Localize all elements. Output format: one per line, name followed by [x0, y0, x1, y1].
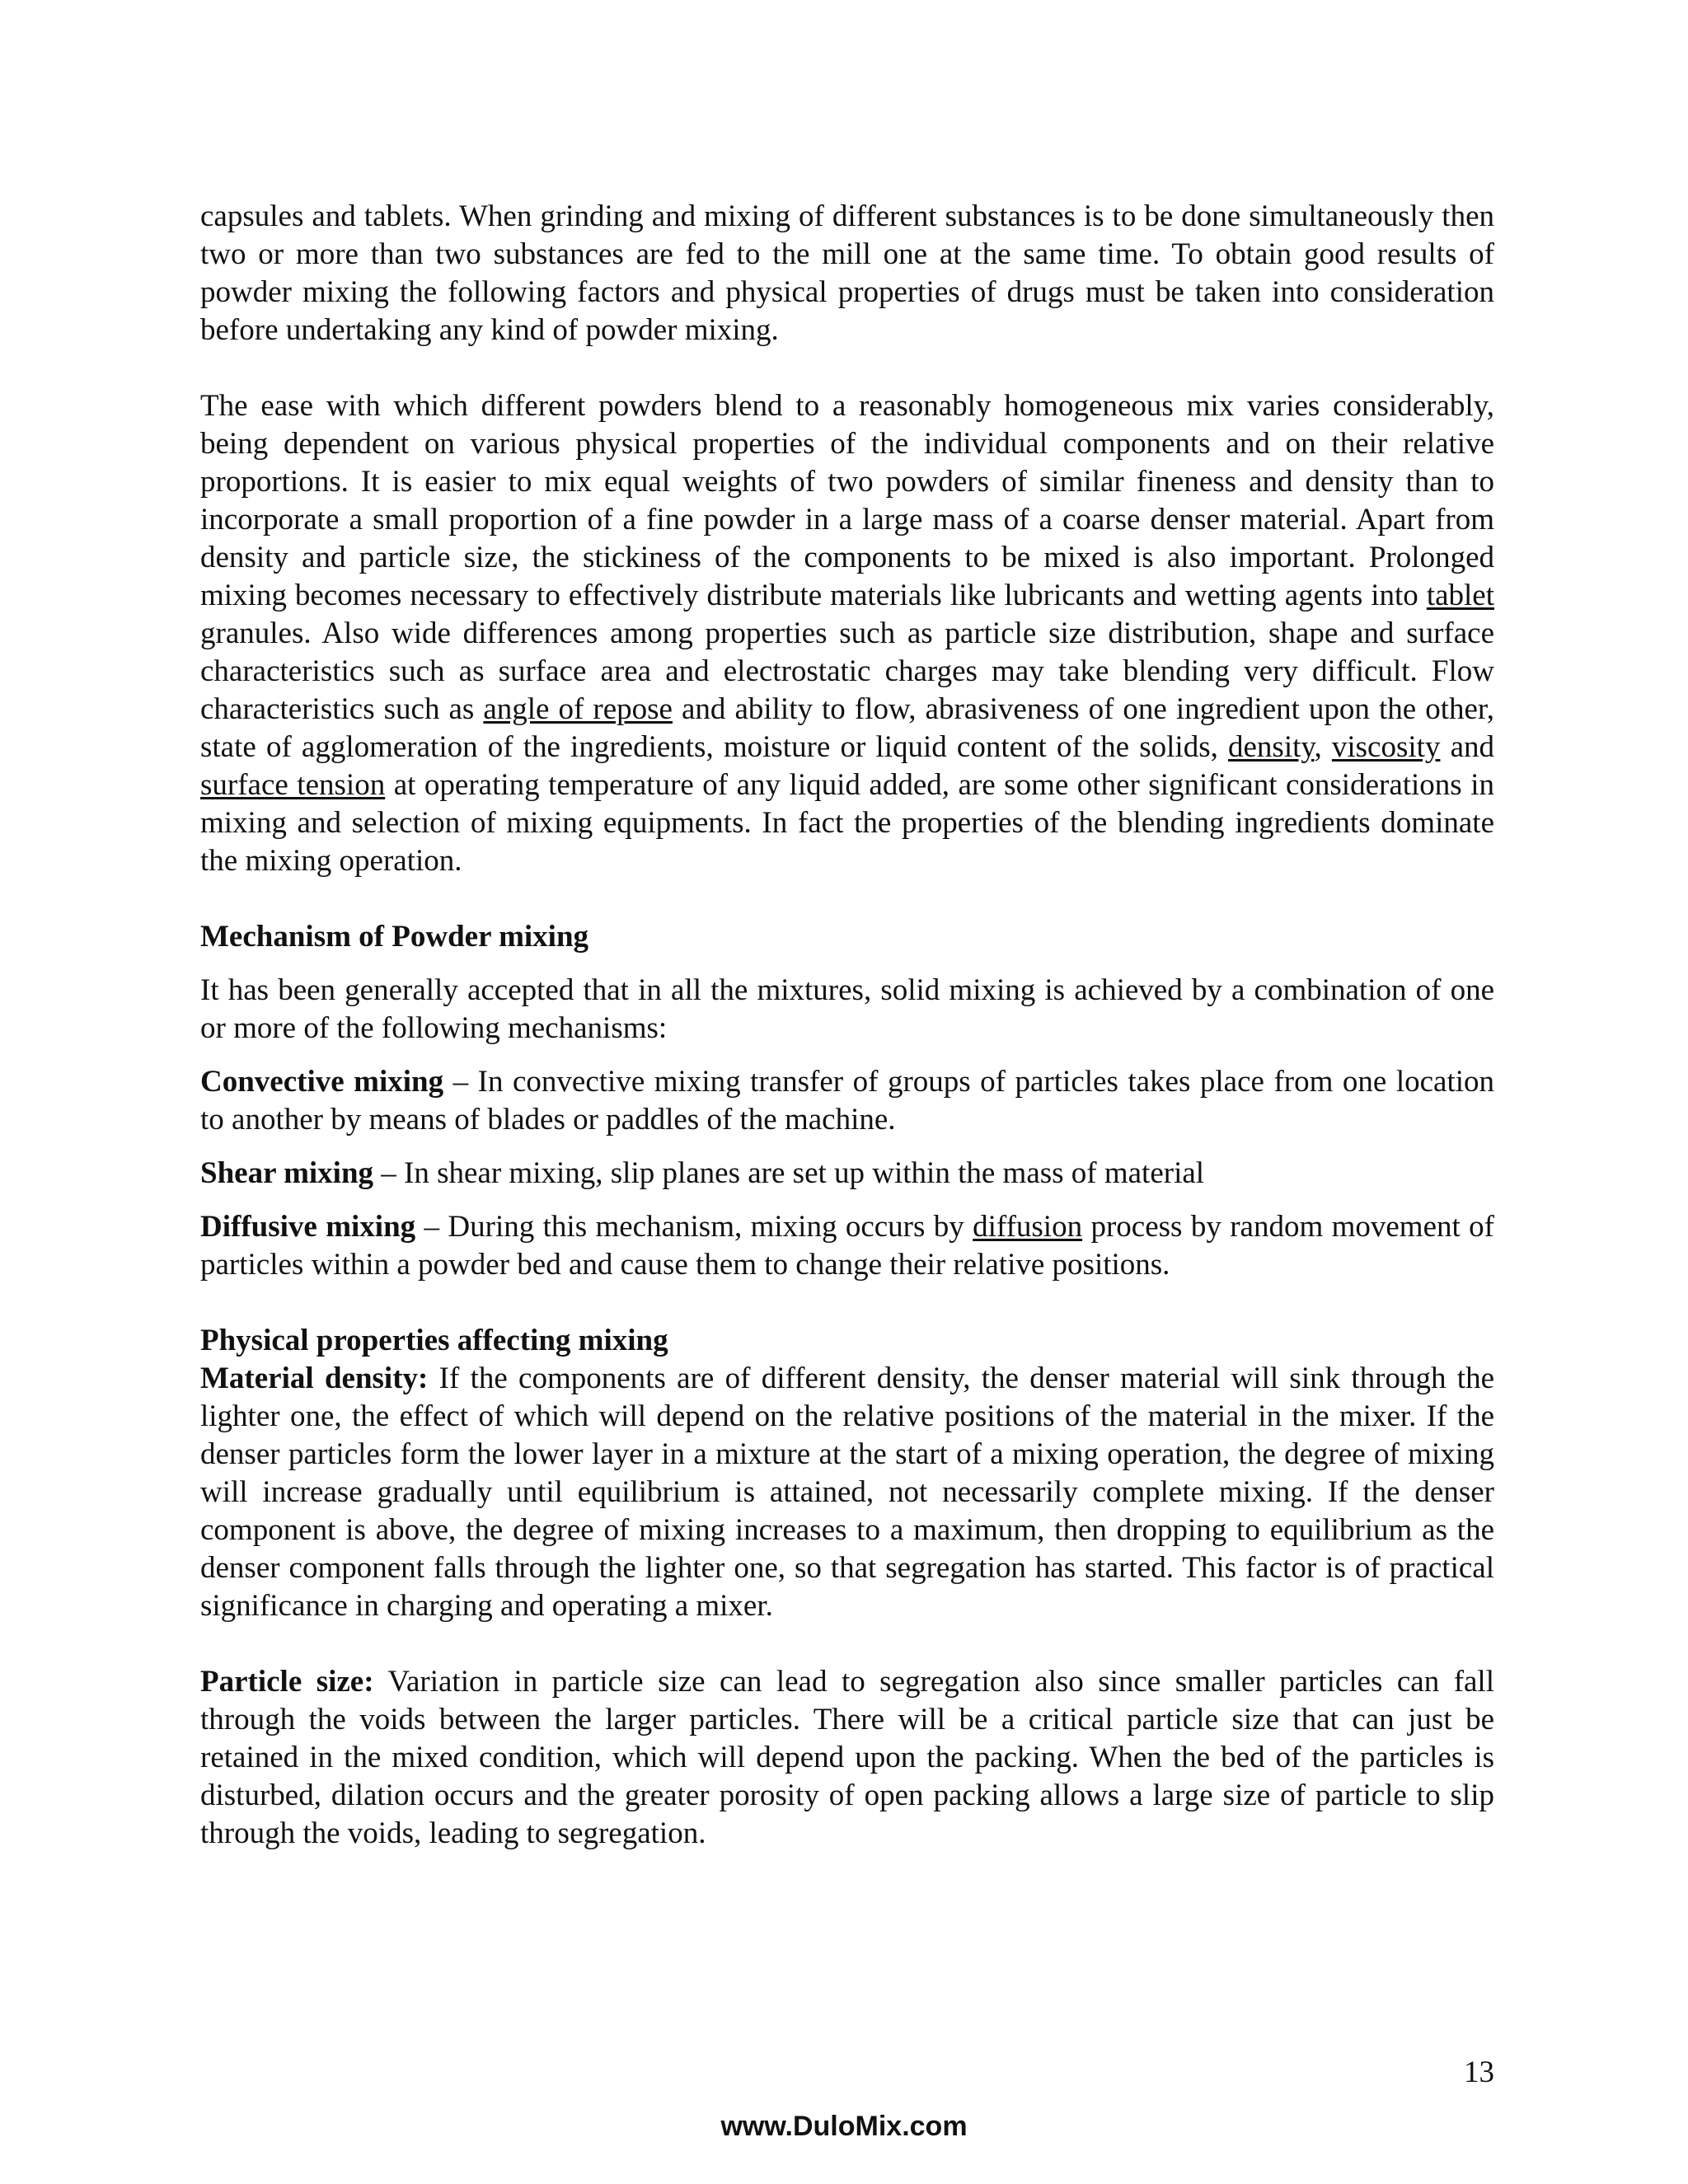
- page-number: 13: [1464, 2055, 1494, 2089]
- viscosity-link[interactable]: viscosity: [1331, 730, 1441, 764]
- tablet-link[interactable]: tablet: [1426, 579, 1494, 612]
- particle-size-term: Particle size:: [200, 1665, 374, 1699]
- particle-size-text: Variation in particle size can lead to segregation also since smaller particles can fall through the voids between the larger particles. There will be a critical particle size that can just be retained in the mixed condition, which will depend upon the packing. When the bed of the particles is disturbed, dilation occurs and the greater porosity of open packing allows a large size of particle to slip through the voids, leading to segregation.: [200, 1665, 1494, 1850]
- diffusive-mixing-term: Diffusive mixing: [200, 1210, 416, 1244]
- document-body: [200, 198, 1494, 1853]
- material-density-paragraph: [200, 1360, 1494, 1625]
- diffusive-mixing-text-1: – During this mechanism, mixing occurs by: [415, 1210, 973, 1244]
- intro-paragraph: capsules and tablets. When grinding and mixing of different substances is to be done simultaneously then two or more than two substances are fed to the mill one at the same time. To obtain good results of powder mixing the following factors and physical properties of drugs must be taken into consideration before undertaking any kind of powder mixing.: [200, 199, 1494, 347]
- convective-mixing-text: – In convective mixing transfer of groups of particles takes place from one location to another by means of blades or paddles of the machine.: [200, 1065, 1495, 1137]
- convective-mixing-term: Convective mixing: [200, 1065, 444, 1099]
- blend-text-4: at operating temperature of any liquid added, are some other significant considerations in mixing and selection of mixing equipments. In fact the properties of the blending ingredients dominate the mixing operation.: [200, 768, 1494, 878]
- shear-mixing-term: Shear mixing: [200, 1156, 374, 1190]
- diffusive-mixing-paragraph: [200, 1208, 1494, 1284]
- physical-properties-heading: Physical properties affecting mixing: [200, 1324, 668, 1357]
- blend-separator-2: and: [1440, 730, 1494, 764]
- material-density-term: Material density:: [200, 1361, 429, 1395]
- shear-mixing-paragraph: [200, 1155, 1494, 1193]
- surface-tension-link[interactable]: surface tension: [200, 768, 386, 802]
- diffusion-link[interactable]: diffusion: [973, 1210, 1083, 1244]
- particle-size-paragraph: [200, 1663, 1494, 1853]
- blend-separator-1: ,: [1314, 730, 1332, 764]
- footer-url[interactable]: www.DuloMix.com: [720, 2111, 968, 2142]
- blend-paragraph: [200, 387, 1494, 880]
- density-link[interactable]: density: [1228, 730, 1315, 764]
- material-density-text: If the components are of different density, the denser material will sink through the lighter one, the effect of which will depend on the relative positions of the material in the mixer. If the denser particles form the lower layer in a mixture at the start of a mixing operation, the degree of mixing will increase gradually until equilibrium is attained, not necessarily complete mixing. If the denser component is above, the degree of mixing increases to a maximum, then dropping to equilibrium as the denser component falls through the lighter one, so that segregation has started. This factor is of practical significance in charging and operating a mixer.: [200, 1361, 1494, 1623]
- shear-mixing-text: – In shear mixing, slip planes are set up within the mass of material: [373, 1156, 1205, 1190]
- blend-text-2: granules. Also wide differences among properties such as particle size distribution, shape and surface characteristics such as surface area and electrostatic charges may take blending very difficult. Flow characteristics such as: [200, 616, 1494, 726]
- blend-text-3: and ability to flow, abrasiveness of one ingredient upon the other, state of agglomeration of the ingredients, moisture or liquid content of the solids,: [200, 692, 1494, 764]
- mechanism-heading: Mechanism of Powder mixing: [200, 920, 589, 954]
- angle-of-repose-link[interactable]: angle of repose: [483, 692, 673, 726]
- mechanism-intro: It has been generally accepted that in all the mixtures, solid mixing is achieved by a combination of one or more of the following mechanisms:: [200, 973, 1494, 1045]
- diffusive-mixing-text-2: process by random movement of particles within a powder bed and cause them to change their relative positions.: [200, 1210, 1494, 1282]
- blend-text-1: The ease with which different powders blend to a reasonably homogeneous mix varies considerably, being dependent on various physical properties of the individual components and on their relative proportions. It is easier to mix equal weights of two powders of similar fineness and density than to incorporate a small proportion of a fine powder in a large mass of a coarse denser material. Apart from density and particle size, the stickiness of the components to be mixed is also important. Prolonged mixing becomes necessary to effectively distribute materials like lubricants and wetting agents into: [200, 389, 1494, 612]
- convective-mixing-paragraph: [200, 1063, 1494, 1139]
